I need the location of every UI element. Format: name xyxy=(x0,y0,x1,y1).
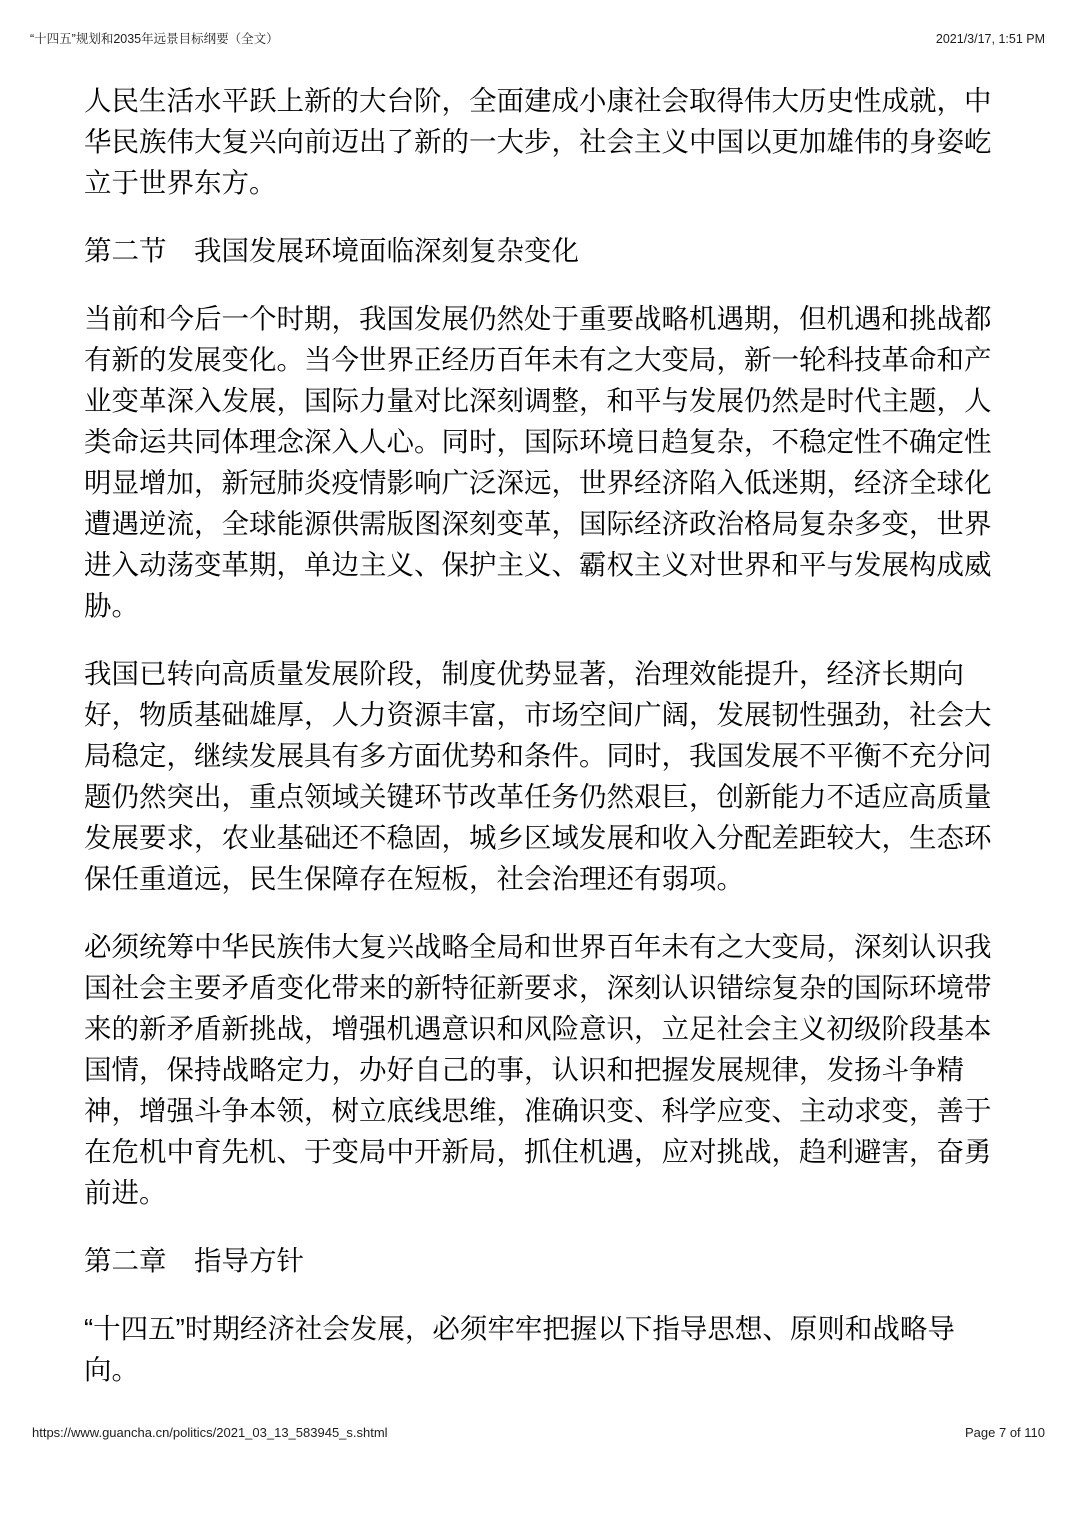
document-body xyxy=(84,80,996,1417)
chapter-heading: 第二章 指导方针 xyxy=(84,1245,304,1276)
body-paragraph: “十四五”时期经济社会发展，必须牢牢把握以下指导思想、原则和战略导向。 xyxy=(84,1313,955,1385)
body-paragraph: 人民生活水平跃上新的大台阶，全面建成小康社会取得伟大历史性成就，中华民族伟大复兴向前迈出了新的一大步，社会主义中国以更加雄伟的身姿屹立于世界东方。 xyxy=(84,85,992,198)
document-title: “十四五”规划和2035年远景目标纲要（全文） xyxy=(30,32,279,46)
print-timestamp: 2021/3/17, 1:51 PM xyxy=(935,32,1045,46)
body-paragraph: 当前和今后一个时期，我国发展仍然处于重要战略机遇期，但机遇和挑战都有新的发展变化。当今世界正经历百年未有之大变局，新一轮科技革命和产业变革深入发展，国际力量对比深刻调整，和平与发展仍然是时代主题，人类命运共同体理念深入人心。同时，国际环境日趋复杂，不稳定性不确定性明显增加，新冠肺炎疫情影响广泛深远，世界经济陷入低迷期，经济全球化遭遇逆流，全球能源供需版图深刻变革，国际经济政治格局复杂多变，世界进入动荡变革期，单边主义、保护主义、霸权主义对世界和平与发展构成威胁。 xyxy=(84,303,992,621)
body-paragraph: 我国已转向高质量发展阶段，制度优势显著，治理效能提升，经济长期向好，物质基础雄厚，人力资源丰富，市场空间广阔，发展韧性强劲，社会大局稳定，继续发展具有多方面优势和条件。同时，我国发展不平衡不充分问题仍然突出，重点领域关键环节改革任务仍然艰巨，创新能力不适应高质量发展要求，农业基础还不稳固，城乡区域发展和收入分配差距较大，生态环保任重道远，民生保障存在短板，社会治理还有弱项。 xyxy=(84,658,992,894)
source-url: https://www.guancha.cn/politics/2021_03_13_583945_s.shtml xyxy=(32,1425,388,1440)
section-heading: 第二节 我国发展环境面临深刻复杂变化 xyxy=(84,235,579,266)
print-footer xyxy=(32,1424,1045,1441)
body-paragraph: 必须统筹中华民族伟大复兴战略全局和世界百年未有之大变局，深刻认识我国社会主要矛盾变化带来的新特征新要求，深刻认识错综复杂的国际环境带来的新矛盾新挑战，增强机遇意识和风险意识，立足社会主义初级阶段基本国情，保持战略定力，办好自己的事，认识和把握发展规律，发扬斗争精神，增强斗争本领，树立底线思维，准确识变、科学应变、主动求变，善于在危机中育先机、于变局中开新局，抓住机遇，应对挑战，趋利避害，奋勇前进。 xyxy=(84,931,992,1208)
print-header xyxy=(30,31,1045,47)
page-number: Page 7 of 110 xyxy=(965,1425,1045,1440)
